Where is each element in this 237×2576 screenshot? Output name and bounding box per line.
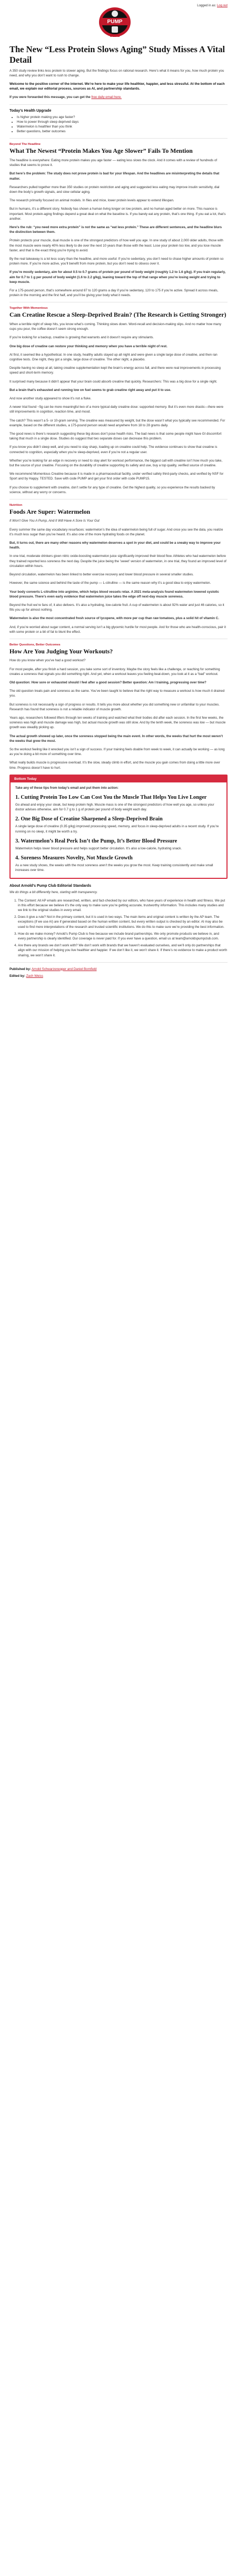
section3-paragraph: However, the same science and behind the taste of the pump — L-citrulline — is the same reason why it’s a good idea to enjoy watermelon. <box>9 581 211 585</box>
about-item: 1. The Content: All AP emails are researched, written, and fact-checked by our editors, who have years of experience in health and fitness. We put in this effort because we believe it’s the only way to make sure you’re getting accurate, trustworthy information. This includes many studies and we link to the original studies in every email. <box>18 898 228 913</box>
forward-label: If you were forwarded this message, you can get the <box>9 95 91 100</box>
section2-paragraph: We recommend Momentous Creatine because it is made in a pharmaceutical facility, under verified safety third-party checks, and verified by NSF for Sport and by Happy. TESTED. Save with code PUMP and get your first order with code PUMP15. <box>9 472 224 481</box>
vitals-item: • Better questions, better outcomes <box>17 129 228 134</box>
bottom-line-item-title: 3. Watermelon’s Real Perk Isn’t the Pump, It’s Better Blood Pressure <box>15 838 177 844</box>
section2-paragraph: The good news is there’s research suggesting these big doses don’t pose health risks. The bad news is that some people might have GI discomfort taking that much in a single dose. Studies do suggest that two separate doses can decrease this problem. <box>9 432 222 441</box>
bottom-line-box <box>9 775 228 879</box>
login-status <box>197 4 228 7</box>
section4-paragraph: Old question: How sore or exhausted should I feel after a good session? Better question: Am I training, progressing over time? <box>9 681 206 685</box>
about-title: About Arnold’s Pump Club Editorial Standards <box>9 884 92 888</box>
bottom-line-item-text: Watermelon helps lower blood pressure and helps support better circulation. It’s also a low-calorie, hydrating snack. <box>15 846 182 850</box>
section2-paragraph: Despite having no sleep at all, taking creatine supplementation kept the brain’s energy across fall, and there were real improvements in processing speed and short-term memory. <box>9 366 221 375</box>
section4-paragraph: For most people, after you finish a hard session, you take some sort of inventory. Maybe the story feels like a challenge, or reaching for something creates a soreness that signals you did something right. And yet, when a workout leaves you feeling beat-down, you look at it as a “bad” workout. <box>9 667 220 676</box>
section4-paragraph: But soreness is not necessarily a sign of progress or results. It tells you more about whether you did something new or unfamiliar to your muscles. Research has found that soreness is not a reliable indicator of muscle growth. <box>9 702 220 711</box>
forward-signup-link[interactable]: free daily email here. <box>91 95 122 100</box>
section3-paragraph: Beyond circulation, watermelon has been linked to better exercise recovery and lower blood pressure in several smaller studies. <box>9 573 194 577</box>
welcome-text: Welcome to the positive corner of the internet. We’re here to make your life healthier, happier, and less stressful. At the bottom of each email, we explain our editorial process, sources as AI, and partnership standards. <box>9 82 225 91</box>
article-title: The New “Less Protein Slows Aging” Study Misses A Vital Detail <box>9 44 225 65</box>
section2-paragraph: The catch? This wasn’t a 5- or 10-gram serving. The creatine was measured by weight, but the dose wasn’t what you typically see recommended. For example, based on the different studies, a 175-pound person would need anywhere from 18 to 28 grams daily. <box>9 418 225 427</box>
bottom-line-item-title: 1. Cutting Protein Too Low Can Cost You the Muscle That Helps You Live Longer <box>15 795 207 801</box>
section4-title: How Are You Judging Your Workouts? <box>9 647 113 655</box>
vitals-heading: Today’s Health Upgrade <box>9 109 52 113</box>
logo-text-club: CLUB <box>110 34 120 38</box>
section2-title: Can Creatine Rescue a Sleep-Deprived Brain? (The Research is Getting Stronger) <box>9 311 226 319</box>
login-prefix: Logged in as: <box>197 4 216 7</box>
section3-paragraph: Beyond the fruit we’re fans of, it also delivers. It’s also a hydrating, low-calorie fruit. A cup of watermelon is about 92% water and just 46 calories, so it fills you up for almost nothing. <box>9 603 224 612</box>
section1-paragraph: By the real takeaway is a lot less scary than the headline, and more useful: If you’re sedentary, you don’t need to chase higher amounts of protein so protein more. If you’re more active, you’ll benefit from more protein, but you don’t need to obsess over it. <box>9 257 224 266</box>
vitals-item: • Is higher protein making you age faster? <box>17 115 228 120</box>
section4-kicker: Better Questions, Better Outcomes <box>9 643 61 647</box>
divider <box>9 104 228 105</box>
newsletter-page <box>0 0 237 995</box>
section4-paragraph: The old question treats pain and soreness as the same. You’ve been taught to believe that the right way to measure a workout is how much it drained you. <box>9 689 225 698</box>
section2-paragraph: It surprised many because it didn’t appear that your brain could absorb creatine that quickly. Researchers: This was a big dose for a single night. <box>9 379 218 384</box>
bottom-line-item-text: As a new study shows, the weeks with the most soreness aren’t the weeks you grow the most. Keep training consistently and make small increases over time. <box>15 864 213 873</box>
section2-paragraph: A newer trial found ~5g can be more meaningful two of a more typical daily creatine dose: supported memory. But it’s even more drastic—there were still improvements in cognition, reaction time, and mood. <box>9 405 224 414</box>
bottom-line-item-title: 4. Soreness Measures Novelty, Not Muscle Growth <box>15 855 133 861</box>
bottom-line-item-title: 2. One Big Dose of Creatine Sharpened a Sleep-Deprived Brain <box>15 816 163 822</box>
section3-subtitle: It Won’t Give You A Pump, And It Will Have A Sore Is Your Gut <box>9 519 100 523</box>
section3-paragraph: And, if you’re worried about sugar content, a normal serving isn’t a big glycemic hurdle for most people. And for those who are health-conscious, pair it with some protein or a bit of fat to blunt the effect. <box>9 625 226 634</box>
section1-paragraph: But in humans, it’s a different story. Nobody has shown a human living longer on low protein, and no human aged better on more. This nuance is important. Most protein-aging findings depend a great deal on what the baseline is. If you barely eat any protein, that’s one thing. If you eat a lot, that’s another. <box>9 207 226 221</box>
about-item: 2. Does it give a rule? Not in the primary content, but it is used in two ways. The main items and original content is written by the AP team. The exceptions (if we use AI) are if generated based on the human written content, but every written output is checked by an editor. AI may also be used to find more interpretations of the research and trusted scientific institutions. We do this to make sure we’re providing the best information. <box>18 915 228 929</box>
section2-paragraph: If you choose to supplement with creatine, don’t settle for any type of creatine. Get the highest quality, so you experience the results backed by science, without any worry or concerns. <box>9 485 215 494</box>
published-by <box>9 967 228 972</box>
section2-paragraph: But a brain that’s exhausted and running low on fuel seems to grab creatine right away and put it to use. <box>9 388 171 392</box>
section2-paragraph: If you’re looking for a backup, creatine is growing that warrants and it doesn’t require any stimulants. <box>9 336 154 340</box>
section3-paragraph: Your body converts L-citrulline into arginine, which helps blood vessels relax. A 2021 meta-analysis found watermelon lowered systolic blood pressure. There’s even early evidence that watermelon juice takes the edge off next-day muscle soreness. <box>9 590 219 599</box>
logout-link[interactable]: Log out <box>216 4 228 7</box>
section2-paragraph: If you know you didn’t sleep well, and you need to stay sharp, loading up on creatine could help. The evidence continues to show that creatine is connected to cognition, especially when you’re sleep-deprived, even if you’re not a regular user. <box>9 445 218 454</box>
section1-paragraph: The research primarily focused on animal models. In flies and mice, lower protein levels appear to extend lifespan. <box>9 199 174 203</box>
section3-title: Foods Are Super: Watermelon <box>9 507 91 515</box>
vitals-item: • Watermelon is healthier than you think <box>17 124 228 129</box>
about-item: 3. How do we make money? Arnold’s Pump Club is free because we include brand partnerships. We only promote products we believe in, and every partnership is clearly identified. Our coverage is never paid for. If you ever have a question, email us at team@arnoldspumpclub.com. <box>18 932 228 941</box>
section1-paragraph: If you’re mostly sedentary, aim for about 0.5 to 0.7 grams of protein per pound of body weight (roughly 1.2 to 1.6 g/kg). If you train regularly, aim for 0.7 to 1 g per pound of body weight (1.6 to 2.2 g/kg), leaning toward the top of that range when you’re losing weight and trying to keep muscle. <box>9 270 226 284</box>
section3-kicker: Nutrition <box>9 503 23 507</box>
about-list <box>9 898 228 958</box>
about-item: 4. Are there any brands we don’t work with? We don’t work with brands that we haven’t evaluated ourselves, and we’ll only do partnerships that align with our mission of helping you live healthier and happier. If we don’t like it, we won’t share it. If there’s no evidence to make a product worth sharing, we won’t share it. <box>18 943 228 958</box>
published-authors-link[interactable]: Arnold Schwarzenegger and Daniel Bornfield <box>31 967 97 971</box>
forward-text <box>9 95 228 100</box>
section3-paragraph: Watermelon is also the most concentrated fresh source of lycopene, with more per cup than raw tomatoes, plus a solid hit of vitamin C. <box>9 616 219 621</box>
logo-text-pump: PUMP <box>107 19 123 25</box>
edited-by <box>9 974 228 978</box>
divider <box>9 138 228 139</box>
section4-paragraph: The actual growth showed up later, once the soreness stopped being the main event. In other words, the weeks that hurt the most weren’t the weeks that grew the most. <box>9 734 223 743</box>
section1-title: What The Newest “Protein Makes You Age Slower” Fails To Mention <box>9 147 193 155</box>
section2-paragraph: When a terrible night of sleep hits, you know what’s coming. Thinking slows down. Word-recall and decision-making slips. And no matter how many cups you pour, the coffee doesn’t seem strong enough. <box>9 322 222 331</box>
published-label: Published by: <box>9 967 31 971</box>
section2-paragraph: At first, it seemed like a hypothetical. In one study, healthy adults stayed up all night and were given a single large dose of creatine, and then ran cognitive tests. One night, they got a single, large dose of creatine. The other night, a placebo. <box>9 352 218 361</box>
edited-label: Edited by: <box>9 974 25 978</box>
bottom-line-body <box>11 782 226 878</box>
bottom-line-intro: Take any of these tips from today’s email and put them into action: <box>15 786 118 790</box>
section1-paragraph: The headline is everywhere: Eating more protein makes you age faster — eating less slows the clock. And it comes with a review of hundreds of studies that seems to prove it. <box>9 158 218 168</box>
bottom-line-item-text: A single large dose of creatine (0.35 g/kg) improved processing speed, memory, and focus in sleep-deprived adults in a recent study. If you’re running on no sleep, it might be worth a try. <box>15 825 219 834</box>
section1-paragraph: Researchers pulled together more than 350 studies on protein restriction and aging and suggested less eating may improve insulin sensitivity, dial down the body’s growth signals, and slow cellular aging. <box>9 185 220 194</box>
section1-kicker: Beyond The Headline <box>9 143 41 146</box>
vitals-item: • How to power through sleep deprived days <box>17 120 228 124</box>
pump-club-logo <box>98 5 132 38</box>
divider <box>9 962 228 963</box>
editor-link[interactable]: Zach Weiss <box>26 974 43 978</box>
pump-club-logo-icon <box>98 5 132 38</box>
section2-kicker: Together With Momentous <box>9 307 48 310</box>
about-intro: We do things a bit differently here, starting with transparency. <box>9 890 98 894</box>
section4-paragraph: So the workout feeling like it wrecked you isn’t a sign of success. If your training feels doable from week to week, it can actually be working — as long as you’re doing a bit more of something over time. <box>9 748 225 757</box>
vitals-list <box>9 115 228 134</box>
section3-paragraph: But, it turns out, there are many other reasons why watermelon deserves a spot in your diet, and could be a sneaky way to improve your health. <box>9 541 221 550</box>
section1-paragraph: But here’s the problem: The study does not prove protein is bad for your lifespan. And the headlines are misinterpreting the details that matter. <box>9 172 220 181</box>
header-bar <box>9 0 228 38</box>
section2-paragraph: One big dose of creatine can restore your thinking and memory when you have a terrible night of rest. <box>9 344 167 348</box>
section1-paragraph: Protein protects your muscle, dual muscle is one of the strongest predictors of how well you age. In one study of about 2,000 older adults, those with the most muscle were nearly 40% less likely to die over the next 10 years than those with the least. Lose your protein too low, and you lose muscle faster, and that is the exact thing you’re trying to avoid. <box>9 239 223 252</box>
section4-paragraph: What really builds muscle is progressive overload. It’s the slow, steady climb in effort, and the muscle you gain comes from doing a little more over time. Progress doesn’t have to hurt. <box>9 761 220 770</box>
section1-paragraph: Here’s the rub: “you need more extra protein” is not the same as “eat less protein.” These are different sentences, and the headline blurs the distinction between them. <box>9 225 222 234</box>
bottom-line-header: Bottom Today <box>11 776 226 782</box>
section4-paragraph: Years ago, researchers followed lifters through ten weeks of training and watched what their bodies did after each session. In the first few weeks, the soreness was high and muscle damage was high, but actual muscle growth was still slow. And by the tenth week, the soreness was low — but muscle growth was steadily picking up. <box>9 716 226 730</box>
section2-paragraph: Whether you’re looking for an edge in recovery or need to stay alert for workout performance, the biggest call with creatine isn’t how much you take, but the source of your creatine. Focusing on the durability of creatine supporting its safety and use, buy a top quality, verified source of creatine. <box>9 458 223 467</box>
article-intro: A 350 study review links less protein to slower aging. But the findings focus on rational research. Here’s what it means for you, how much protein you need, and why you don’t want to rush to change. <box>9 69 224 78</box>
section1-paragraph: For a 175-pound person, that’s somewhere around 87 to 120 grams a day if you’re sedentary, 120 to 175 if you’re active. Spread it across meals, protein in the morning and the first half, and you’ll be giving your body what it needs. <box>9 288 219 298</box>
bottom-line-item-text: Go ahead and enjoy your steak, but keep protein high. Muscle mass is one of the strongest predictors of how well you age, so unless your doctor advises otherwise, aim for 0.7 g to 1 g of protein per pound of body weight each day. <box>15 803 214 812</box>
section3-paragraph: Every summer the same day vocabulary resurfaces: watermelon’s the idea of watermelon being full of sugar. And once you see the data, you realize it’s much less sugar than you’ve heard. It’s also one of the more hydrating foods on the planet. <box>9 527 223 536</box>
section3-paragraph: In one trial, moderate drinkers given nitric oxide-boosting watermelon juice significantly improved their blood flow. Athletes who had watermelon before they trained reported less soreness the next day. Despite the juice being the 'sweet' version of watermelon, in one trial, they found an improved level of circulation within hours. <box>9 554 226 568</box>
section4-paragraph: How do you know when you’ve had a good workout? <box>9 659 86 663</box>
section2-paragraph: And now another study appeared to show it’s not a fluke. <box>9 396 92 400</box>
